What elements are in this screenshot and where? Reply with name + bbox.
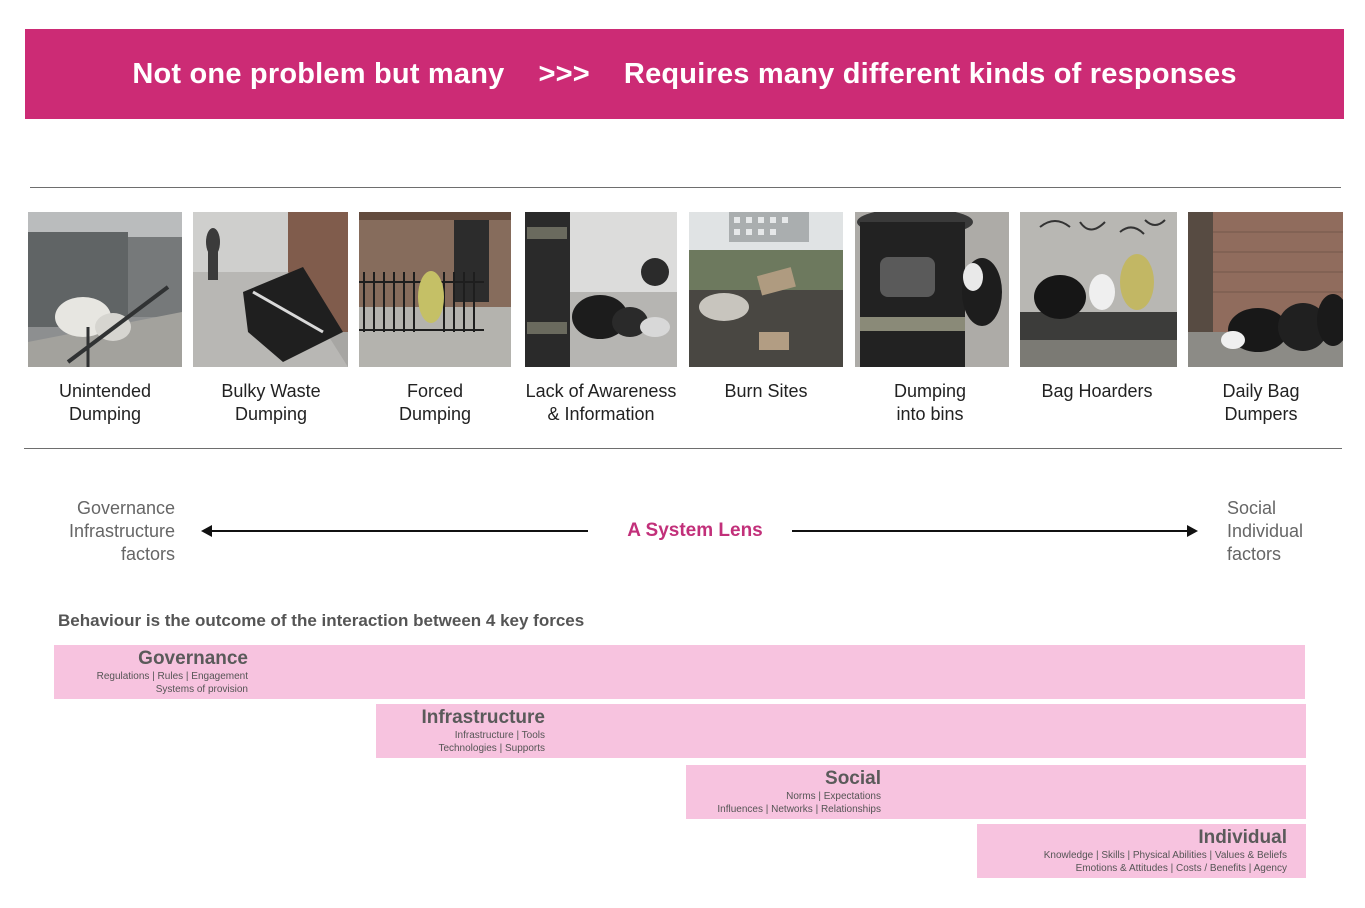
force-title: Infrastructure [421, 707, 545, 728]
photo-burn-sites [689, 212, 843, 367]
spectrum-right-label: Social Individual factors [1227, 498, 1304, 564]
caption-bag-hoarders: Bag Hoarders [1041, 381, 1153, 401]
photo-daily-bag-dumpers [1188, 212, 1343, 367]
banner-left-text: Not one problem but many [132, 57, 505, 90]
right-arrow-head [1187, 525, 1198, 537]
force-subtitle: Influences | Networks | Relationships [717, 804, 881, 815]
force-infrastructure [376, 704, 1306, 758]
system-lens-label: A System Lens [627, 520, 763, 541]
photo-lack-of-awareness [525, 212, 677, 367]
force-subtitle: Knowledge | Skills | Physical Abilities | Values & Beliefs [1043, 850, 1287, 861]
force-title: Governance [138, 648, 248, 669]
caption-daily-bag-dumpers: Daily Bag Dumpers [1222, 381, 1300, 424]
photo-unintended-dumping [28, 212, 182, 367]
header-banner [25, 29, 1344, 119]
caption-forced-dumping: Forced Dumping [398, 381, 472, 424]
force-governance [54, 645, 1305, 699]
photo-forced-dumping [359, 212, 511, 367]
photo-strip [28, 212, 1344, 368]
photo-dumping-into-bins [855, 212, 1009, 367]
force-subtitle: Norms | Expectations [786, 791, 881, 802]
caption-lack-of-awareness: Lack of Awareness & Information [525, 381, 677, 424]
force-subtitle: Technologies | Supports [438, 743, 545, 754]
photo-bag-hoarders [1020, 212, 1177, 367]
caption-dumping-into-bins: Dumping into bins [893, 381, 967, 424]
caption-bulky-waste: Bulky Waste Dumping [221, 381, 321, 424]
right-arrow-line [792, 530, 1188, 532]
caption-unintended-dumping: Unintended Dumping [58, 381, 152, 424]
middle-divider [24, 448, 1342, 449]
top-divider [30, 187, 1341, 188]
force-title: Social [825, 768, 881, 789]
force-subtitle: Regulations | Rules | Engagement [96, 671, 248, 682]
left-arrow-line [210, 530, 588, 532]
force-title: Individual [1198, 827, 1287, 848]
spectrum-left-label: Governance Infrastructure factors [68, 498, 175, 564]
banner-arrows: >>> [538, 57, 590, 90]
banner-right-text: Requires many different kinds of responses [623, 57, 1237, 90]
force-social [686, 765, 1306, 819]
force-subtitle: Emotions & Attitudes | Costs / Benefits | Agency [1075, 863, 1287, 874]
photo-bulky-waste [193, 212, 348, 367]
behaviour-heading: Behaviour is the outcome of the interaction between 4 key forces [58, 611, 585, 630]
caption-burn-sites: Burn Sites [724, 381, 808, 401]
force-individual [977, 824, 1306, 878]
force-subtitle: Systems of provision [155, 684, 248, 695]
force-subtitle: Infrastructure | Tools [454, 730, 545, 741]
